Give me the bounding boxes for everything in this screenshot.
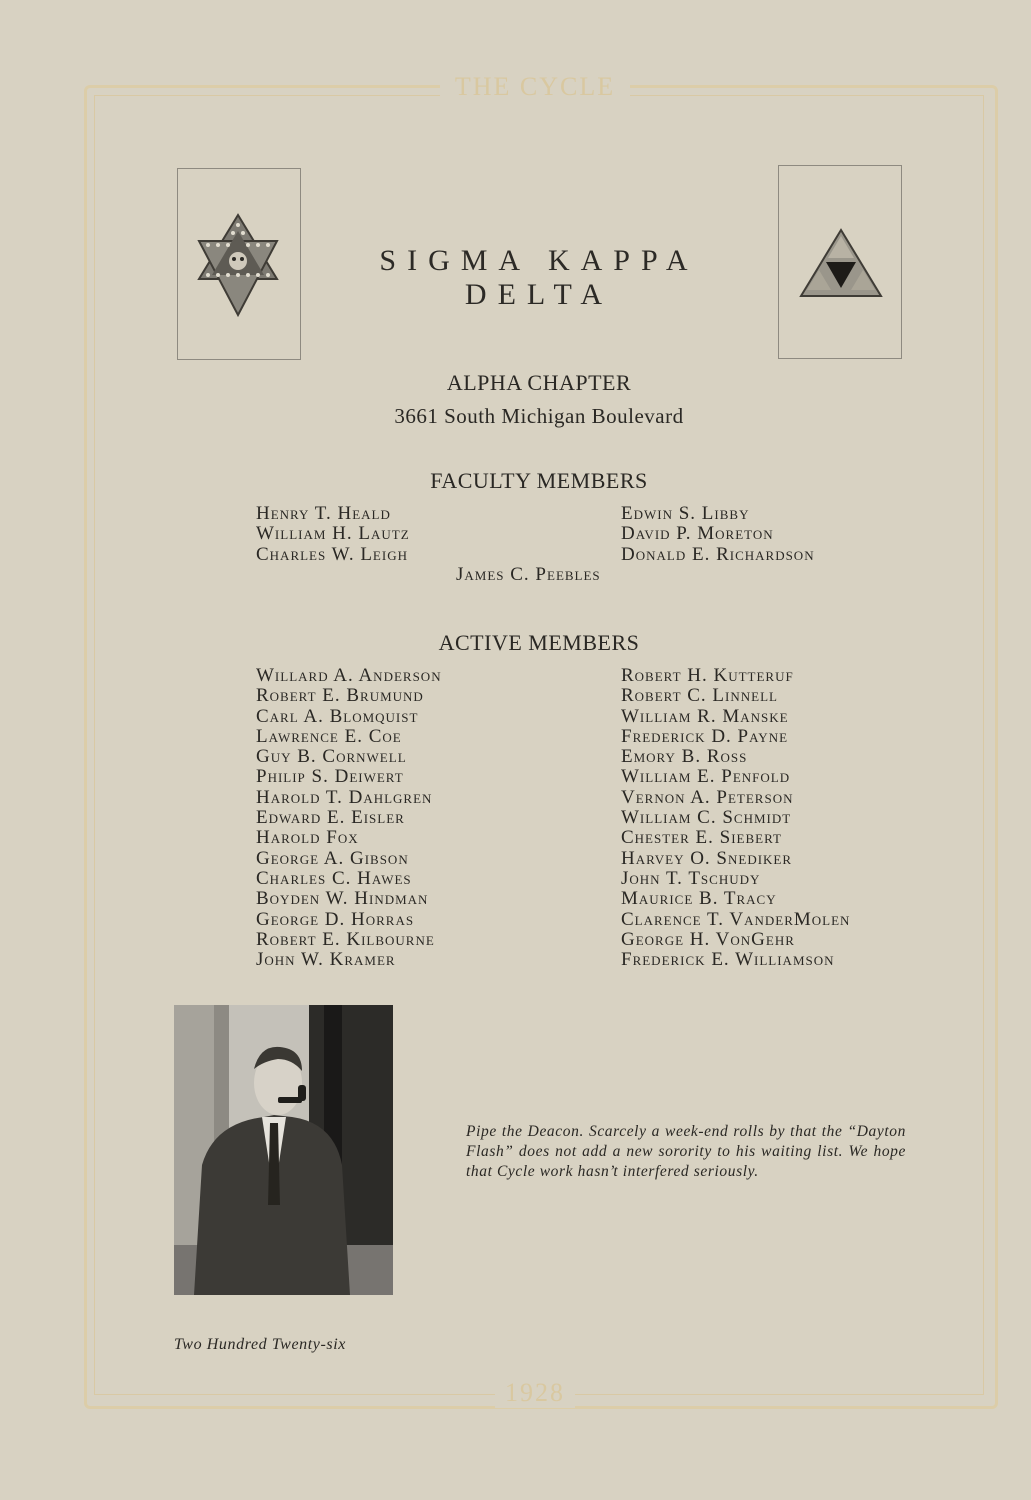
active-member: Chester E. Siebert — [621, 827, 782, 849]
active-member: George A. Gibson — [256, 847, 409, 869]
active-member: Clarence T. VanderMolen — [621, 908, 851, 930]
faculty-member: Charles W. Leigh — [256, 543, 408, 565]
active-member: Philip S. Deiwert — [256, 766, 404, 788]
page-number: Two Hundred Twenty-six — [174, 1336, 347, 1353]
member-photo — [174, 1005, 393, 1295]
chapter-name: ALPHA CHAPTER — [446, 370, 632, 395]
active-member: Guy B. Cornwell — [256, 746, 407, 768]
fraternity-name: SIGMA KAPPA DELTA — [379, 244, 699, 311]
active-member: William R. Manske — [621, 705, 789, 727]
faculty-member: Henry T. Heald — [256, 503, 391, 524]
active-member: George D. Horras — [256, 908, 415, 930]
active-member: Robert C. Linnell — [621, 685, 778, 707]
active-member: William C. Schmidt — [621, 807, 792, 829]
active-list-left — [256, 666, 442, 970]
active-member: Maurice B. Tracy — [621, 888, 777, 910]
photo-caption: Pipe the Deacon. Scarcely a week-end rolls by that the “Dayton Flash” does not add a new sorority to his waiting list. We hope that Cycle work hasn’t interfered seriously. — [466, 1123, 906, 1180]
active-member: Edward E. Eisler — [256, 807, 405, 829]
right-crest-frame — [778, 165, 902, 359]
active-member: Robert E. Brumund — [256, 685, 424, 707]
triangle-crest-icon — [779, 166, 901, 358]
faculty-member-center: James C. Peebles — [456, 564, 601, 585]
faculty-member: Edwin S. Libby — [621, 503, 750, 524]
left-crest-frame — [177, 168, 301, 360]
active-member: John W. Kramer — [256, 949, 396, 971]
active-member: Frederick D. Payne — [621, 725, 789, 747]
faculty-heading: FACULTY MEMBERS — [430, 468, 648, 493]
active-member: Charles C. Hawes — [256, 867, 412, 889]
active-list-right — [621, 666, 850, 970]
active-member: Harvey O. Snediker — [621, 847, 793, 869]
active-member: Emory B. Ross — [621, 746, 748, 768]
active-member: Robert E. Kilbourne — [256, 928, 435, 950]
faculty-list-left — [256, 504, 410, 565]
chapter-address: 3661 South Michigan Boulevard — [394, 404, 684, 428]
active-member: Harold T. Dahlgren — [256, 786, 433, 808]
active-member: Frederick E. Williamson — [621, 949, 835, 971]
active-member: William E. Penfold — [621, 766, 791, 788]
running-title: THE CYCLE — [440, 72, 630, 102]
footer-year: 1928 — [495, 1378, 575, 1408]
faculty-list-right — [621, 504, 815, 565]
active-member: Boyden W. Hindman — [256, 888, 429, 910]
active-member: John T. Tschudy — [621, 867, 761, 889]
active-heading: ACTIVE MEMBERS — [438, 630, 640, 655]
active-member: Vernon A. Peterson — [621, 786, 794, 808]
active-member: Willard A. Anderson — [256, 665, 442, 686]
active-member: Carl A. Blomquist — [256, 705, 419, 727]
portrait-image — [174, 1005, 393, 1295]
active-member: Lawrence E. Coe — [256, 725, 402, 747]
faculty-member: Donald E. Richardson — [621, 543, 815, 565]
active-member: Harold Fox — [256, 827, 359, 849]
active-member: George H. VonGehr — [621, 928, 795, 950]
star-of-david-crest-icon — [178, 169, 300, 359]
active-member: Robert H. Kutteruf — [621, 665, 794, 686]
faculty-member: David P. Moreton — [621, 523, 774, 545]
faculty-member: William H. Lautz — [256, 523, 410, 545]
